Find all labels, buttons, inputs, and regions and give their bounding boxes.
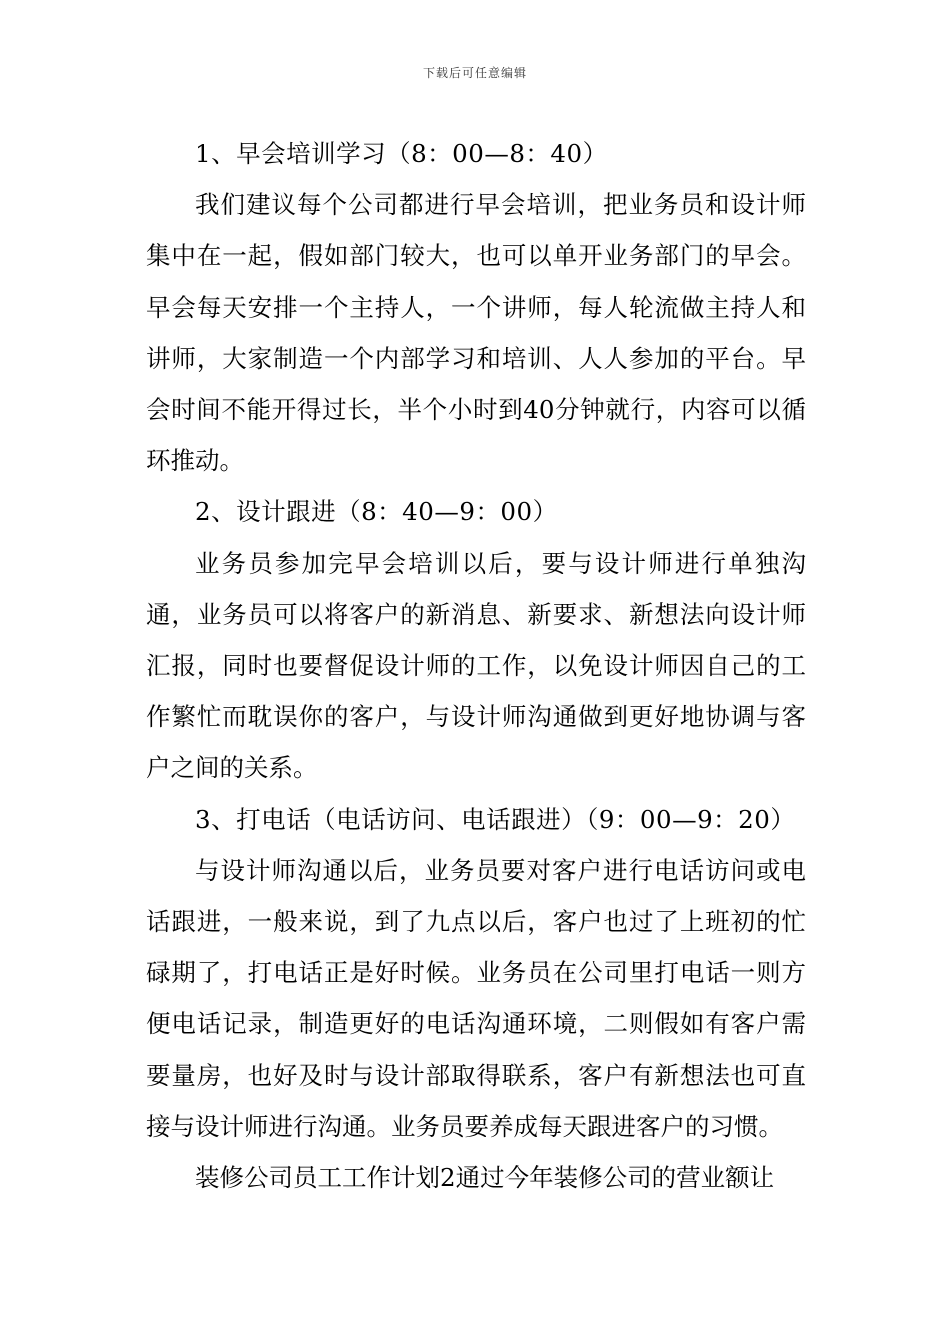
paragraph-design-followup: 业务员参加完早会培训以后，要与设计师进行单独沟通，业务员可以将客户的新消息、新要求、新想法向设计师汇报，同时也要督促设计师的工作，以免设计师因自己的工作繁忙而耽误你的客户，与设计师沟通做到更好地协调与客户之间的关系。 [146, 548, 806, 783]
section-heading-morning-training: 1、早会培训学习（8：00—8：40） [195, 139, 608, 168]
paragraph-plan-2-intro: 装修公司员工工作计划2通过今年装修公司的营业额让 [195, 1163, 775, 1193]
page-header-note: 下载后可任意编辑 [422, 66, 527, 80]
document-body [146, 128, 806, 1203]
section-heading-phone-calls: 3、打电话（电话访问、电话跟进）（9：00—9：20） [195, 804, 796, 834]
section-heading-design-followup: 2、设计跟进（8：40—9：00） [195, 497, 558, 527]
paragraph-phone-calls: 与设计师沟通以后，业务员要对客户进行电话访问或电话跟进，一般来说，到了九点以后，客户也过了上班初的忙碌期了，打电话正是好时候。业务员在公司里打电话一则方便电话记录，制造更好的电话沟通环境，二则假如有客户需要量房，也好及时与设计部取得联系，客户有新想法也可直接与设计师进行沟通。业务员要养成每天跟进客户的习惯。 [146, 855, 806, 1141]
paragraph-morning-training: 我们建议每个公司都进行早会培训，把业务员和设计师集中在一起，假如部门较大，也可以单开业务部门的早会。早会每天安排一个主持人，一个讲师，每人轮流做主持人和讲师，大家制造一个内部学习和培训、人人参加的平台。早会时间不能开得过长，半个小时到40分钟就行，内容可以循环推动。 [146, 190, 806, 476]
